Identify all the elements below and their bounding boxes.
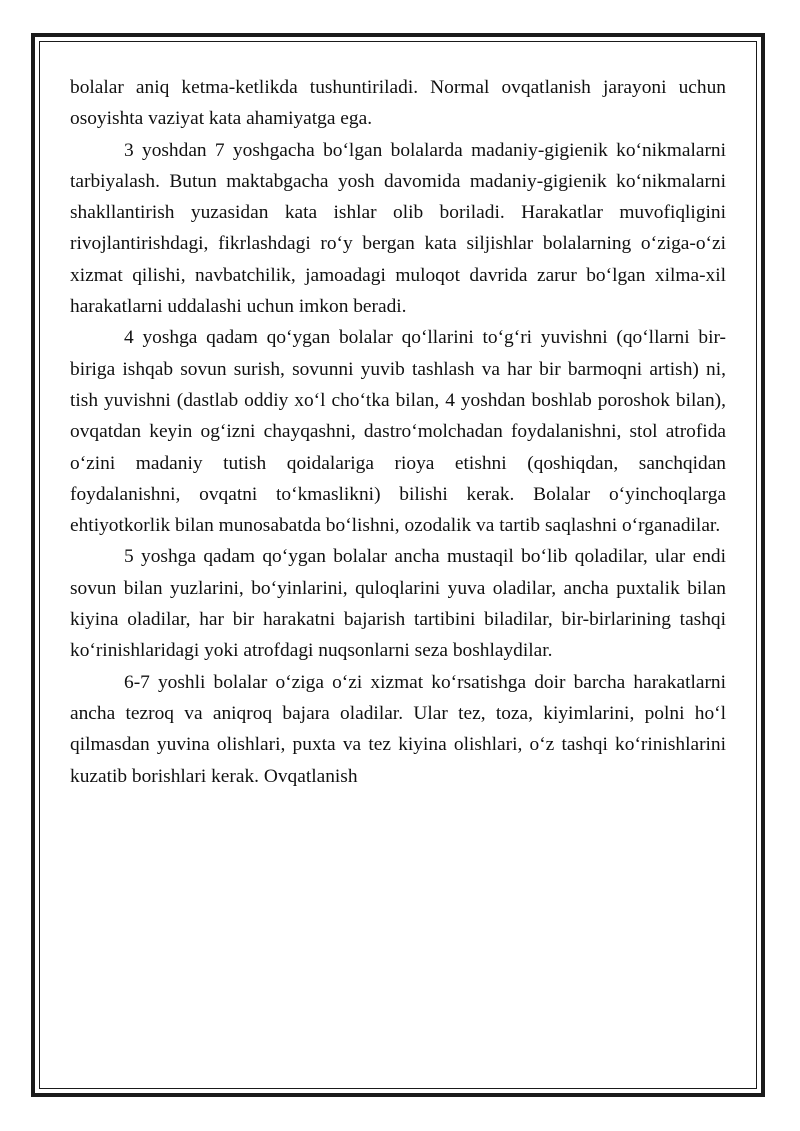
paragraph-continuation: bolalar aniq ketma-ketlikda tushuntiriladi. Normal ovqatlanish jarayoni uchun osoyishta vaziyat kata ahamiyatga ega. bbox=[70, 77, 726, 130]
paragraph-age-4: 4 yoshga qadam qo‘ygan bolalar qo‘llarini to‘g‘ri yuvishni (qo‘llarni bir-biriga ishqab sovun surish, sovunni yuvib tashlash va har bir barmoqni artish) ni, tish yuvishni (dastlab oddiy xo‘l cho‘tka bilan, 4 yoshdan boshlab poroshok bilan), ovqatdan keyin og‘izni chayqashni, dastro‘molchadan foydalanishni, stol atrofida o‘zini madaniy tutish qoidalariga rioya etishni (qoshiqdan, sanchqidan foydalanishni, ovqatni to‘kmaslikni) bilishi kerak. Bolalar o‘yinchoqlarga ehtiyotkorlik bilan munosabatda bo‘lishni, ozodalik va tartib saqlashni o‘rganadilar. bbox=[70, 327, 726, 537]
paragraph-ages-3-7: 3 yoshdan 7 yoshgacha bo‘lgan bolalarda madaniy-gigienik ko‘nikmalarni tarbiyalash. Butun maktabgacha yosh davomida madaniy-gigienik ko‘nikmalarni shakllantirish yuzasidan kata ishlar olib boriladi. Harakatlar muvofiqligini rivojlantirishdagi, fikrlashdagi ro‘y bergan kata siljishlar bolalarning o‘ziga-o‘zi xizmat qilishi, navbatchilik, jamoadagi muloqot davrida zarur bo‘lgan xilma-xil harakatlarni uddalashi uchun imkon beradi. bbox=[70, 139, 726, 318]
document-body bbox=[70, 72, 726, 792]
paragraph-ages-6-7: 6-7 yoshli bolalar o‘ziga o‘zi xizmat ko‘rsatishga doir barcha harakatlarni ancha tezroq va aniqroq bajara oladilar. Ular tez, toza, kiyimlarini, polni ho‘l qilmasdan yuvina olishlari, puxta va tez kiyina olishlari, o‘z tashqi ko‘rinishlarini kuzatib borishlari kerak. Ovqatlanish bbox=[70, 671, 726, 787]
paragraph-age-5: 5 yoshga qadam qo‘ygan bolalar ancha mustaqil bo‘lib qoladilar, ular endi sovun bilan yuzlarini, bo‘yinlarini, quloqlarini yuva oladilar, ancha puxtalik bilan kiyina oladilar, har bir harakatni bajarish tartibini biladilar, bir-birlarining tashqi ko‘rinishlaridagi yoki atrofdagi nuqsonlarni seza boshlaydilar. bbox=[70, 546, 726, 662]
